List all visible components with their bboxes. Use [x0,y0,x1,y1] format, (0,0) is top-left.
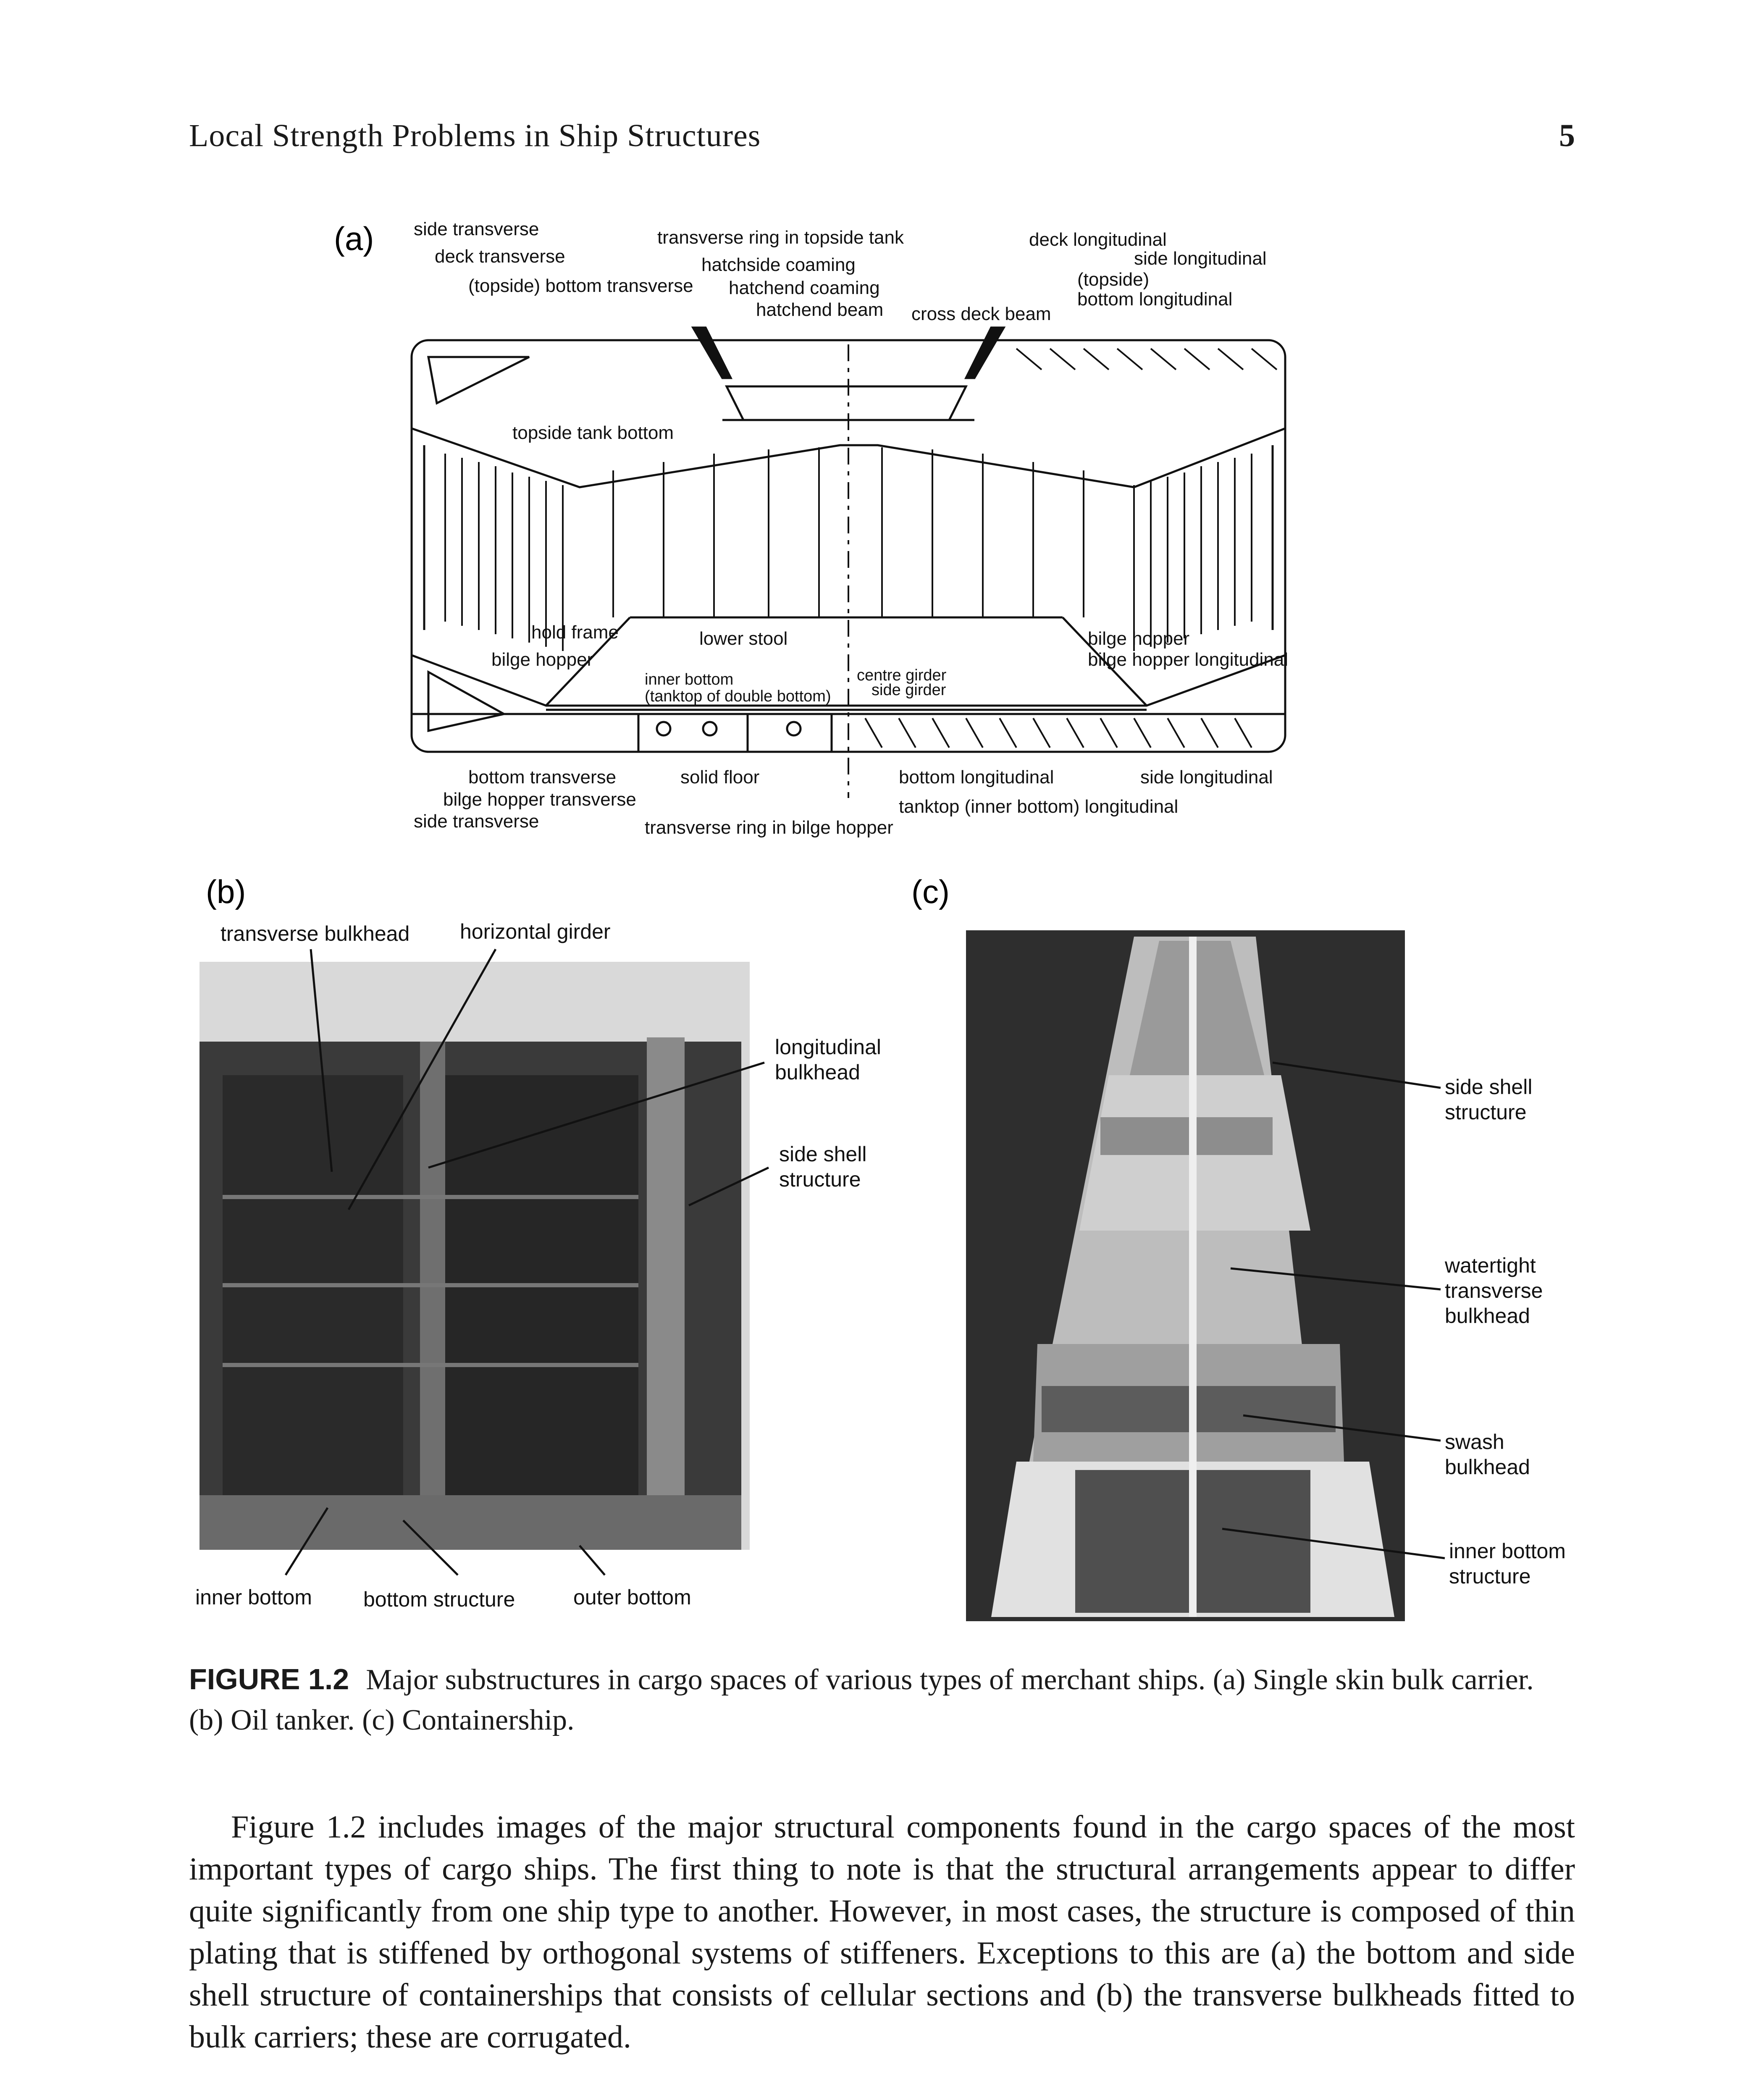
caption-label: FIGURE 1.2 [189,1663,349,1696]
label-hold-frame: hold frame [531,622,619,643]
label-hatchside-coaming: hatchside coaming [701,255,856,275]
bulk-carrier-section-drawing [412,328,1285,798]
panel-a-labels [414,219,1288,838]
label-inner-bottom-b: inner bottom [195,1586,312,1609]
label-centre-girder: centre girder [857,667,947,684]
label-transverse-ring-bilge: transverse ring in bilge hopper [645,817,893,838]
label-tanktop-double-bottom: (tanktop of double bottom) [645,688,831,705]
label-side-girder: side girder [872,681,946,699]
panel-a-label: (a) [334,220,374,257]
label-deck-transverse: deck transverse [435,246,565,267]
label-inner-bottom-structure-2: structure [1449,1564,1531,1588]
label-side-longitudinal-top: side longitudinal [1134,248,1267,269]
label-transverse-bulkhead: transverse bulkhead [220,922,410,945]
label-solid-floor: solid floor [680,767,760,788]
panel-c [911,873,1566,1621]
label-side-shell-structure-b-2: structure [779,1168,861,1191]
label-swash-1: swash [1445,1430,1504,1454]
label-longitudinal-bulkhead-2: bulkhead [775,1060,860,1084]
label-watertight-2: transverse [1445,1279,1543,1302]
label-watertight-1: watertight [1445,1254,1536,1277]
label-deck-longitudinal: deck longitudinal [1029,229,1167,250]
label-outer-bottom: outer bottom [573,1586,691,1609]
label-lower-stool: lower stool [699,628,788,649]
label-swash-2: bulkhead [1445,1455,1530,1479]
label-horizontal-girder: horizontal girder [460,920,611,943]
label-longitudinal-bulkhead-1: longitudinal [775,1035,881,1059]
label-side-transverse-bot: side transverse [414,811,539,832]
panel-b-label: (b) [206,873,246,910]
label-bilge-hopper-longitudinal: bilge hopper longitudinal [1088,649,1289,670]
label-bottom-transverse: bottom transverse [468,767,617,788]
caption-text: Major substructures in cargo spaces of various types of merchant ships. (a) Single skin bulk carrier. (b) Oil tanker. (c) Containership. [189,1664,1534,1736]
page-number: 5 [1559,118,1575,153]
label-side-transverse-top: side transverse [414,219,539,239]
panel-a [334,219,1288,838]
label-watertight-3: bulkhead [1445,1304,1530,1328]
label-side-shell-structure-c-2: structure [1445,1100,1527,1124]
label-cross-deck-beam: cross deck beam [911,304,1051,324]
label-bottom-structure: bottom structure [363,1588,515,1611]
panel-c-label: (c) [911,873,950,910]
label-side-shell-structure-b-1: side shell [779,1142,867,1166]
label-bilge-hopper-left: bilge hopper [491,649,593,670]
label-topside-tank-bottom: topside tank bottom [512,423,674,443]
label-transverse-ring-topside: transverse ring in topside tank [657,227,904,248]
label-inner-bottom-structure-1: inner bottom [1449,1539,1566,1563]
label-hatchend-beam: hatchend beam [756,299,884,320]
label-hatchend-coaming: hatchend coaming [729,278,880,298]
label-bilge-hopper-transverse: bilge hopper transverse [443,789,636,810]
label-bottom-longitudinal-top: bottom longitudinal [1077,289,1233,310]
label-bottom-longitudinal-bot: bottom longitudinal [899,767,1054,788]
oil-tanker-photo [200,962,750,1550]
label-topside-bottom-transverse: (topside) bottom transverse [468,276,693,296]
label-inner-bottom: inner bottom [645,671,734,688]
label-tanktop-longitudinal: tanktop (inner bottom) longitudinal [899,796,1179,817]
running-title: Local Strength Problems in Ship Structures [189,118,761,153]
label-side-shell-structure-c-1: side shell [1445,1075,1533,1099]
figure-caption [189,1659,1575,1740]
label-bilge-hopper-right: bilge hopper [1088,628,1190,649]
panel-b [195,873,881,1611]
label-side-longitudinal-bot: side longitudinal [1140,767,1273,788]
label-topside-paren: (topside) [1077,269,1150,290]
body-paragraph-1: Figure 1.2 includes images of the major structural components found in the cargo spaces of the most important types of cargo ships. The first thing to note is that the structural arrangements appear to differ quite significantly from one ship type to another. However, in most cases, the structure is composed of thin plating that is stiffened by orthogonal systems of stiffeners. Exceptions to this are (a) the bottom and side shell structure of containerships that consists of cellular sections and (b) the transverse bulkheads fitted to bulk carriers; these are corrugated. [189,1809,1575,2055]
containership-photo [966,930,1405,1621]
panel-c-labels [1444,1075,1566,1588]
